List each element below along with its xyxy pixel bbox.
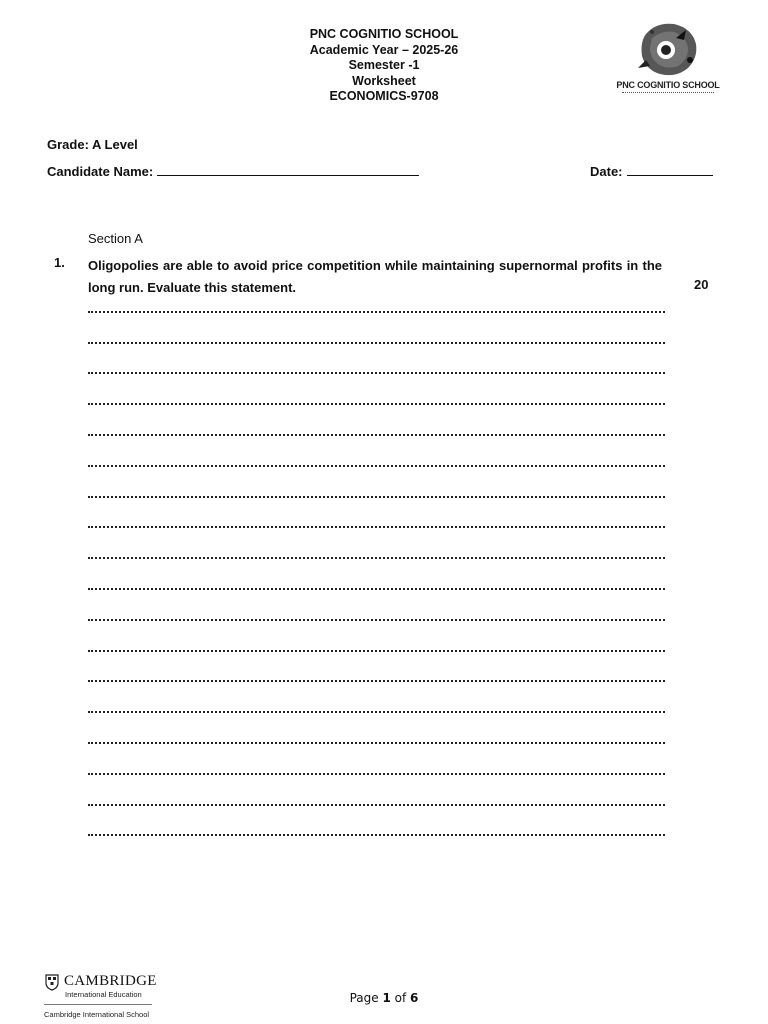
page-current: 1 [382, 991, 391, 1005]
page-of: of [390, 991, 411, 1005]
candidate-name-field[interactable] [157, 163, 419, 176]
answer-line[interactable] [88, 666, 665, 697]
date-label: Date: [590, 164, 623, 179]
question-marks: 20 [694, 277, 709, 292]
answer-line[interactable] [88, 358, 665, 389]
answer-line[interactable] [88, 604, 665, 635]
semester: Semester -1 [348, 58, 420, 72]
cambridge-wordmark: CAMBRIDGE [64, 973, 157, 989]
logo-divider [622, 92, 714, 95]
logo-text: PNC COGNITIO SCHOOL [616, 80, 720, 90]
cambridge-subtitle: International Education [65, 990, 142, 999]
answer-line[interactable] [88, 450, 665, 481]
question-text: Oligopolies are able to avoid price competition while maintaining supernormal profits in the long run. Evaluate this statement. [88, 258, 662, 295]
cambridge-shield-icon [45, 974, 59, 991]
answer-line[interactable] [88, 512, 665, 543]
answer-line[interactable] [88, 820, 665, 851]
answer-line[interactable] [88, 727, 665, 758]
school-name: PNC COGNITIO SCHOOL [309, 27, 459, 41]
grade-label: Grade: A Level [47, 137, 138, 152]
subject-code: ECONOMICS-9708 [329, 89, 439, 103]
answer-area[interactable] [88, 296, 665, 850]
answer-line[interactable] [88, 419, 665, 450]
school-logo [616, 20, 720, 104]
candidate-name-label: Candidate Name: [47, 164, 154, 179]
answer-line[interactable] [88, 573, 665, 604]
cambridge-school: Cambridge International School [44, 1010, 150, 1019]
page-prefix: Page [349, 991, 383, 1005]
page-total: 6 [410, 991, 419, 1005]
date-row [590, 163, 713, 179]
answer-line[interactable] [88, 758, 665, 789]
answer-line[interactable] [88, 388, 665, 419]
section-heading: Section A [88, 231, 143, 246]
document-type: Worksheet [352, 73, 416, 88]
page-number [0, 991, 768, 1005]
answer-line[interactable] [88, 696, 665, 727]
candidate-name-row [47, 163, 419, 179]
answer-line[interactable] [88, 296, 665, 327]
academic-year: Academic Year – 2025-26 [309, 42, 459, 57]
school-crest-icon [616, 20, 720, 80]
answer-line[interactable] [88, 789, 665, 820]
date-field[interactable] [627, 163, 713, 176]
answer-line[interactable] [88, 635, 665, 666]
answer-line[interactable] [88, 481, 665, 512]
answer-line[interactable] [88, 327, 665, 358]
answer-line[interactable] [88, 542, 665, 573]
question-number: 1. [54, 255, 65, 270]
